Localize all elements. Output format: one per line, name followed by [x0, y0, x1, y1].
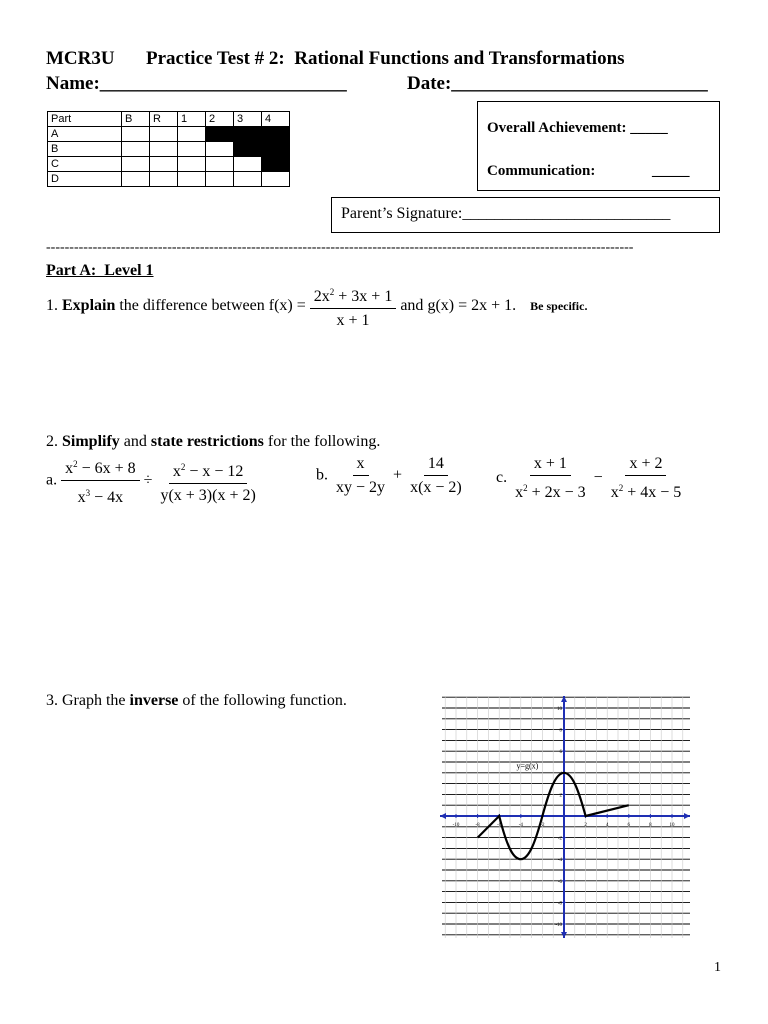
score-cell-empty — [206, 157, 234, 172]
date-field-label: Date:___________________________ — [407, 73, 708, 94]
x-tick-label: -10 — [452, 823, 460, 828]
q2c-numerator-1: x + 1 — [530, 455, 571, 476]
score-table-row-label: B — [48, 142, 122, 157]
score-cell-empty — [234, 172, 262, 187]
name-field-label: Name:__________________________ — [46, 73, 347, 94]
achievement-box — [477, 101, 720, 191]
q2c-denominator-1: $x^2 + 2x - 3$ — [515, 483, 586, 501]
y-tick-label: 6 — [559, 750, 562, 756]
overall-achievement-label: Overall Achievement: _____ — [487, 120, 668, 136]
q2a-fraction-1 — [61, 455, 140, 507]
y-tick-label: -10 — [555, 923, 562, 928]
q2c-operator: − — [593, 469, 603, 487]
communication-label: Communication: — [487, 163, 596, 179]
score-cell-empty — [122, 157, 150, 172]
q1-f-fraction — [310, 283, 397, 330]
x-tick-label: -8 — [475, 823, 480, 828]
x-tick-label: -6 — [497, 823, 502, 828]
score-cell-shaded — [206, 127, 234, 142]
q2c-denominator-2: $x^2 + 4x - 5$ — [610, 483, 682, 501]
q2b-fraction-2 — [406, 455, 466, 497]
page-number: 1 — [714, 960, 721, 975]
q3-number: 3. — [46, 692, 58, 709]
q3-text-2: of the following function. — [182, 692, 347, 709]
score-table-header-row — [48, 112, 290, 127]
q2c-fraction-2 — [607, 455, 686, 502]
q2-part-b — [316, 455, 466, 497]
y-tick-label: 4 — [559, 771, 562, 777]
x-tick-label: -4 — [518, 823, 523, 828]
score-table-header-cell: 2 — [206, 112, 234, 127]
score-table-header-cell: B — [122, 112, 150, 127]
q2-part-a — [46, 455, 260, 507]
q2b-numerator-2: 14 — [424, 455, 448, 476]
x-axis-arrow-left — [440, 813, 446, 819]
score-table-row-label: C — [48, 157, 122, 172]
q1-g: g(x) = 2x + 1. — [427, 297, 517, 315]
q2b-fraction-1 — [332, 455, 389, 497]
q2-rest: for the following. — [267, 433, 381, 450]
q1-f-lhs: f(x) = — [268, 297, 306, 315]
y-tick-label: -4 — [557, 858, 562, 864]
score-cell-shaded — [262, 127, 290, 142]
score-table-row-label: A — [48, 127, 122, 142]
score-cell-empty — [178, 157, 206, 172]
q2a-numerator-1: $x^2 - 6x + 8$ — [61, 455, 140, 481]
q2-and: and — [123, 433, 147, 450]
score-table — [47, 111, 290, 187]
q3-bold-inverse: inverse — [129, 692, 179, 709]
curve-label: y=g(x) — [516, 761, 539, 771]
score-table-row — [48, 142, 290, 157]
score-cell-shaded — [234, 127, 262, 142]
q1-bold: Explain — [62, 297, 116, 315]
x-tick-label: 10 — [669, 823, 675, 828]
score-cell-empty — [150, 172, 178, 187]
q2-part-c — [496, 455, 685, 502]
question-2-prompt — [46, 433, 380, 451]
score-table-row-label: D — [48, 172, 122, 187]
q1-f-denominator: x + 1 — [336, 312, 370, 329]
score-cell-empty — [122, 127, 150, 142]
score-cell-empty — [206, 172, 234, 187]
score-table-row — [48, 157, 290, 172]
question-3 — [46, 692, 347, 710]
x-tick-label: 4 — [605, 823, 609, 828]
q1-f-numerator: $2x^2 + 3x + 1$ — [310, 283, 397, 309]
score-cell-shaded — [262, 157, 290, 172]
score-cell-empty — [178, 127, 206, 142]
q2a-numerator-2: $x^2 - x - 12$ — [169, 458, 248, 484]
q2a-operator: ÷ — [143, 471, 153, 489]
q2b-denominator-2: x(x − 2) — [410, 479, 462, 496]
x-tick-label: -2 — [540, 823, 545, 828]
question-1 — [46, 283, 587, 330]
q2b-operator: + — [393, 466, 403, 484]
communication-blank: _____ — [652, 163, 690, 179]
score-cell-empty — [206, 142, 234, 157]
score-table-row — [48, 172, 290, 187]
q2-bold-restrictions: state restrictions — [150, 433, 264, 450]
score-cell-empty — [234, 157, 262, 172]
score-cell-shaded — [234, 142, 262, 157]
score-cell-empty — [178, 172, 206, 187]
q2a-fraction-2 — [156, 458, 259, 505]
q1-and: and — [400, 297, 424, 315]
q2c-fraction-1 — [511, 455, 590, 502]
q1-text: the difference between — [119, 297, 265, 315]
score-table-header-cell: R — [150, 112, 178, 127]
q2a-label: a. — [46, 471, 58, 489]
y-tick-label: 2 — [559, 793, 562, 799]
x-axis-arrow-right — [684, 813, 690, 819]
x-tick-label: 2 — [584, 823, 587, 828]
test-title: Practice Test # 2: Rational Functions and Transformations — [146, 48, 625, 69]
y-tick-label: -6 — [557, 879, 562, 885]
q2b-label: b. — [316, 466, 328, 484]
y-tick-label: -2 — [557, 836, 562, 842]
q2-number: 2. — [46, 433, 58, 450]
q1-number: 1. — [46, 297, 58, 315]
score-cell-empty — [178, 142, 206, 157]
y-tick-label: -8 — [557, 901, 562, 907]
q2b-numerator-1: x — [353, 455, 369, 476]
course-code: MCR3U — [46, 48, 115, 69]
score-cell-empty — [150, 127, 178, 142]
score-table-header-cell: 3 — [234, 112, 262, 127]
q2c-label: c. — [496, 469, 508, 487]
score-table-header-cell: Part — [48, 112, 122, 127]
score-cell-empty — [150, 142, 178, 157]
x-tick-label: 8 — [649, 823, 652, 828]
score-cell-empty — [150, 157, 178, 172]
part-a-heading: Part A: Level 1 — [46, 262, 154, 279]
x-tick-label: 6 — [627, 823, 631, 828]
q2-bold-simplify: Simplify — [62, 433, 120, 450]
score-table-header-cell: 1 — [178, 112, 206, 127]
score-table-row — [48, 127, 290, 142]
signature-box — [331, 197, 720, 233]
q2c-numerator-2: x + 2 — [625, 455, 666, 476]
score-cell-empty — [262, 172, 290, 187]
y-tick-label: 8 — [559, 728, 562, 734]
score-cell-empty — [122, 172, 150, 187]
coordinate-graph — [438, 694, 694, 940]
q2a-denominator-1: $x^3 - 4x$ — [77, 488, 124, 506]
parent-signature-label: Parent’s Signature:__________________________ — [341, 205, 671, 222]
y-tick-label: 10 — [557, 707, 562, 712]
q2b-denominator-1: xy − 2y — [336, 479, 386, 496]
q2a-denominator-2: y(x + 3)(x + 2) — [160, 486, 256, 504]
score-cell-empty — [122, 142, 150, 157]
dashed-divider: ------------------------------------------------------------------------------------------------------------------------------ — [46, 240, 634, 255]
score-table-header-cell: 4 — [262, 112, 290, 127]
q3-text-1: Graph the — [62, 692, 126, 709]
score-cell-shaded — [262, 142, 290, 157]
q1-note: Be specific. — [530, 299, 588, 314]
